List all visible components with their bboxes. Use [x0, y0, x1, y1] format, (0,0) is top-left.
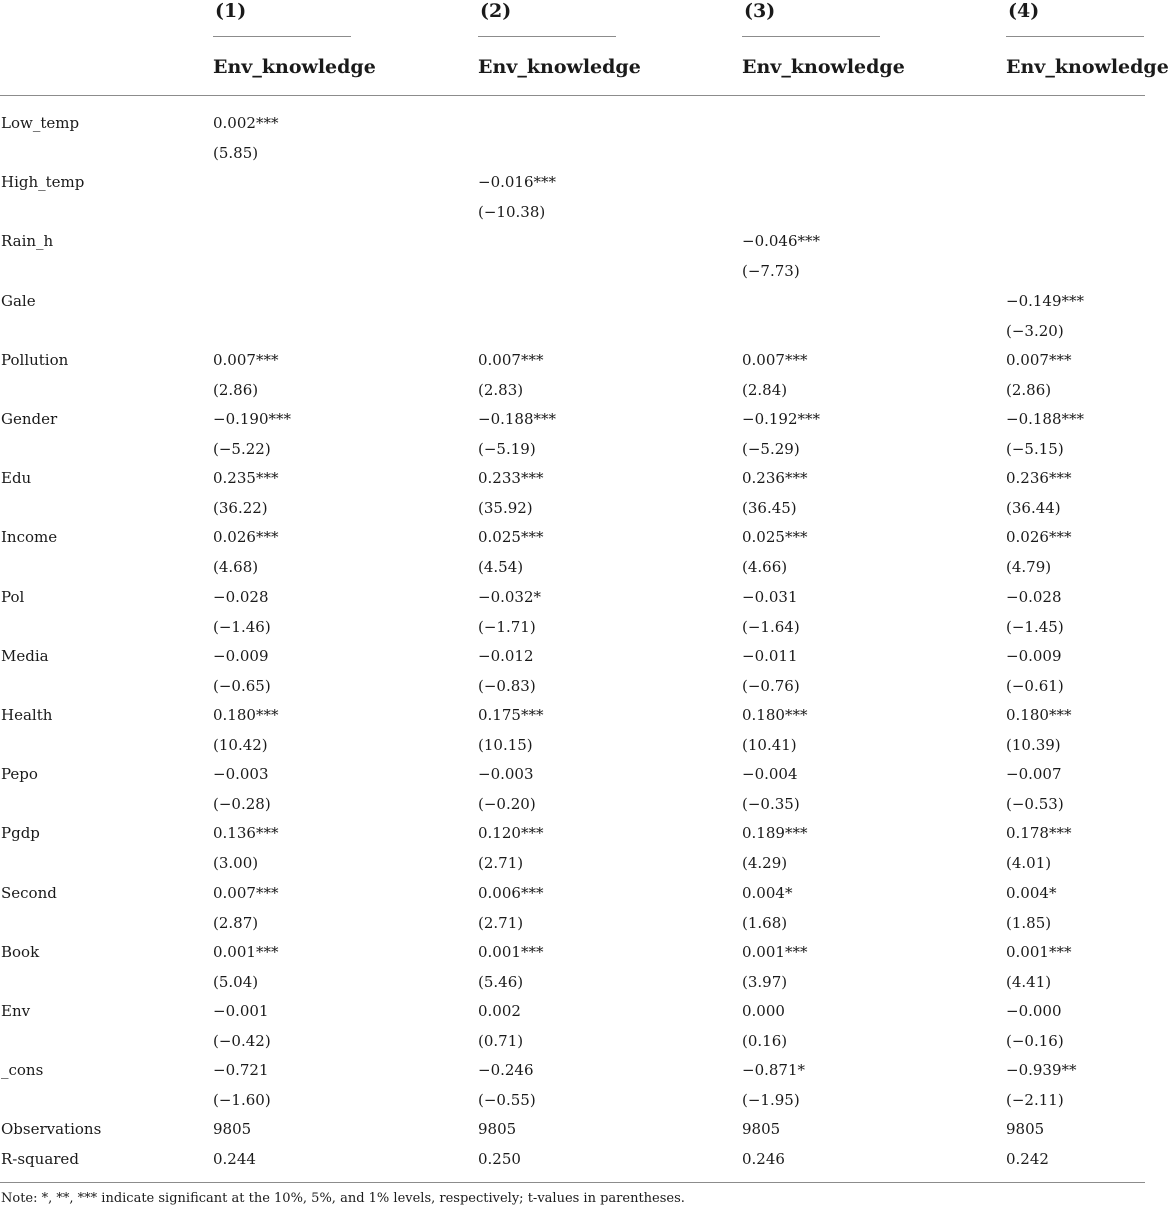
coefficient-cell: 0.235***: [213, 469, 279, 487]
t-value-cell: (10.42): [213, 736, 268, 754]
stat-label: Observations: [1, 1120, 102, 1138]
stat-value-cell: 9805: [478, 1120, 517, 1138]
t-value-cell: (−1.95): [742, 1091, 800, 1109]
coefficient-cell: −0.046***: [742, 232, 821, 250]
coefficient-cell: −0.939**: [1006, 1061, 1077, 1079]
stat-value-cell: 0.250: [478, 1150, 521, 1168]
t-value-cell: (1.68): [742, 914, 788, 932]
coefficient-cell: 0.007***: [742, 351, 808, 369]
coefficient-cell: 0.026***: [1006, 528, 1072, 546]
t-value-cell: (3.97): [742, 973, 788, 991]
column-header-underline: [1006, 36, 1144, 37]
coefficient-cell: −0.188***: [1006, 410, 1085, 428]
coefficient-cell: 0.001***: [213, 943, 279, 961]
t-value-cell: (−1.46): [213, 618, 271, 636]
coefficient-cell: −0.003: [478, 765, 534, 783]
t-value-cell: (2.71): [478, 854, 524, 872]
t-value-cell: (−7.73): [742, 262, 800, 280]
coefficient-cell: 0.001***: [1006, 943, 1072, 961]
t-value-cell: (−2.11): [1006, 1091, 1064, 1109]
coefficient-cell: −0.190***: [213, 410, 292, 428]
coefficient-cell: −0.188***: [478, 410, 557, 428]
coefficient-cell: −0.001: [213, 1002, 269, 1020]
coefficient-cell: −0.000: [1006, 1002, 1062, 1020]
coefficient-cell: −0.246: [478, 1061, 534, 1079]
t-value-cell: (−0.61): [1006, 677, 1064, 695]
t-value-cell: (36.22): [213, 499, 268, 517]
t-value-cell: (5.46): [478, 973, 524, 991]
coefficient-cell: 0.000: [742, 1002, 785, 1020]
coefficient-cell: 0.007***: [213, 351, 279, 369]
t-value-cell: (4.41): [1006, 973, 1052, 991]
coefficient-cell: 0.001***: [742, 943, 808, 961]
column-header-4: Env_knowledge: [1006, 56, 1169, 78]
column-header-3: Env_knowledge: [742, 56, 905, 78]
t-value-cell: (4.29): [742, 854, 788, 872]
coefficient-cell: −0.028: [1006, 588, 1062, 606]
header-rule: [0, 95, 1145, 96]
t-value-cell: (−0.16): [1006, 1032, 1064, 1050]
t-value-cell: (4.01): [1006, 854, 1052, 872]
column-header-underline: [742, 36, 880, 37]
t-value-cell: (4.68): [213, 558, 259, 576]
coefficient-cell: −0.028: [213, 588, 269, 606]
coefficient-cell: 0.180***: [742, 706, 808, 724]
t-value-cell: (−5.29): [742, 440, 800, 458]
t-value-cell: (36.45): [742, 499, 797, 517]
t-value-cell: (−1.71): [478, 618, 536, 636]
coefficient-cell: 0.175***: [478, 706, 544, 724]
t-value-cell: (4.79): [1006, 558, 1052, 576]
row-label: Gale: [1, 292, 36, 310]
coefficient-cell: −0.149***: [1006, 292, 1085, 310]
coefficient-cell: −0.016***: [478, 173, 557, 191]
t-value-cell: (2.83): [478, 381, 524, 399]
t-value-cell: (0.71): [478, 1032, 524, 1050]
row-label: Pepo: [1, 765, 38, 783]
stat-value-cell: 0.244: [213, 1150, 256, 1168]
t-value-cell: (−5.15): [1006, 440, 1064, 458]
column-number-3: (3): [744, 0, 776, 22]
coefficient-cell: 0.006***: [478, 884, 544, 902]
coefficient-cell: 0.004*: [1006, 884, 1057, 902]
stat-label: R-squared: [1, 1150, 79, 1168]
t-value-cell: (−5.22): [213, 440, 271, 458]
t-value-cell: (3.00): [213, 854, 259, 872]
coefficient-cell: −0.004: [742, 765, 798, 783]
row-label: Edu: [1, 469, 32, 487]
t-value-cell: (5.85): [213, 144, 259, 162]
t-value-cell: (10.41): [742, 736, 797, 754]
coefficient-cell: −0.011: [742, 647, 798, 665]
coefficient-cell: −0.012: [478, 647, 534, 665]
coefficient-cell: 0.025***: [742, 528, 808, 546]
row-label: Media: [1, 647, 49, 665]
t-value-cell: (10.15): [478, 736, 533, 754]
row-label: Book: [1, 943, 40, 961]
t-value-cell: (2.84): [742, 381, 788, 399]
coefficient-cell: 0.178***: [1006, 824, 1072, 842]
t-value-cell: (−0.83): [478, 677, 536, 695]
t-value-cell: (5.04): [213, 973, 259, 991]
coefficient-cell: 0.026***: [213, 528, 279, 546]
t-value-cell: (−0.53): [1006, 795, 1064, 813]
table-note: Note: *, **, *** indicate significant at the 10%, 5%, and 1% levels, respectively; t-values in parentheses.: [1, 1191, 685, 1206]
coefficient-cell: −0.031: [742, 588, 798, 606]
t-value-cell: (2.87): [213, 914, 259, 932]
coefficient-cell: 0.236***: [742, 469, 808, 487]
row-label: Pol: [1, 588, 25, 606]
coefficient-cell: −0.009: [1006, 647, 1062, 665]
coefficient-cell: 0.189***: [742, 824, 808, 842]
row-label: Rain_h: [1, 232, 54, 250]
column-number-2: (2): [480, 0, 512, 22]
row-label: Pollution: [1, 351, 69, 369]
t-value-cell: (−0.20): [478, 795, 536, 813]
t-value-cell: (2.86): [213, 381, 259, 399]
column-number-4: (4): [1008, 0, 1040, 22]
t-value-cell: (−0.55): [478, 1091, 536, 1109]
coefficient-cell: −0.003: [213, 765, 269, 783]
column-header-1: Env_knowledge: [213, 56, 376, 78]
bottom-rule: [0, 1182, 1145, 1183]
t-value-cell: (36.44): [1006, 499, 1061, 517]
t-value-cell: (2.86): [1006, 381, 1052, 399]
t-value-cell: (0.16): [742, 1032, 788, 1050]
row-label: Income: [1, 528, 58, 546]
row-label: High_temp: [1, 173, 85, 191]
coefficient-cell: −0.007: [1006, 765, 1062, 783]
t-value-cell: (−10.38): [478, 203, 546, 221]
coefficient-cell: 0.002***: [213, 114, 279, 132]
coefficient-cell: 0.007***: [213, 884, 279, 902]
row-label: _cons: [1, 1061, 44, 1079]
coefficient-cell: 0.025***: [478, 528, 544, 546]
t-value-cell: (−0.65): [213, 677, 271, 695]
column-number-1: (1): [215, 0, 247, 22]
coefficient-cell: −0.009: [213, 647, 269, 665]
t-value-cell: (−0.42): [213, 1032, 271, 1050]
t-value-cell: (4.54): [478, 558, 524, 576]
t-value-cell: (−1.60): [213, 1091, 271, 1109]
coefficient-cell: 0.180***: [1006, 706, 1072, 724]
row-label: Low_temp: [1, 114, 80, 132]
coefficient-cell: 0.180***: [213, 706, 279, 724]
column-header-underline: [213, 36, 351, 37]
t-value-cell: (−0.76): [742, 677, 800, 695]
row-label: Env: [1, 1002, 31, 1020]
column-header-2: Env_knowledge: [478, 56, 641, 78]
stat-value-cell: 0.246: [742, 1150, 785, 1168]
coefficient-cell: −0.192***: [742, 410, 821, 428]
stat-value-cell: 9805: [1006, 1120, 1045, 1138]
t-value-cell: (2.71): [478, 914, 524, 932]
stat-value-cell: 0.242: [1006, 1150, 1049, 1168]
t-value-cell: (1.85): [1006, 914, 1052, 932]
coefficient-cell: 0.007***: [478, 351, 544, 369]
row-label: Pgdp: [1, 824, 40, 842]
coefficient-cell: 0.004*: [742, 884, 793, 902]
coefficient-cell: 0.120***: [478, 824, 544, 842]
coefficient-cell: 0.002: [478, 1002, 521, 1020]
coefficient-cell: 0.001***: [478, 943, 544, 961]
t-value-cell: (4.66): [742, 558, 788, 576]
coefficient-cell: 0.007***: [1006, 351, 1072, 369]
t-value-cell: (35.92): [478, 499, 533, 517]
coefficient-cell: 0.136***: [213, 824, 279, 842]
column-header-underline: [478, 36, 616, 37]
coefficient-cell: −0.032*: [478, 588, 542, 606]
row-label: Gender: [1, 410, 58, 428]
stat-value-cell: 9805: [213, 1120, 252, 1138]
row-label: Second: [1, 884, 57, 902]
coefficient-cell: 0.233***: [478, 469, 544, 487]
t-value-cell: (−0.28): [213, 795, 271, 813]
coefficient-cell: −0.721: [213, 1061, 269, 1079]
t-value-cell: (−3.20): [1006, 322, 1064, 340]
row-label: Health: [1, 706, 53, 724]
t-value-cell: (−1.64): [742, 618, 800, 636]
t-value-cell: (−5.19): [478, 440, 536, 458]
t-value-cell: (−1.45): [1006, 618, 1064, 636]
coefficient-cell: 0.236***: [1006, 469, 1072, 487]
stat-value-cell: 9805: [742, 1120, 781, 1138]
t-value-cell: (−0.35): [742, 795, 800, 813]
coefficient-cell: −0.871*: [742, 1061, 806, 1079]
t-value-cell: (10.39): [1006, 736, 1061, 754]
